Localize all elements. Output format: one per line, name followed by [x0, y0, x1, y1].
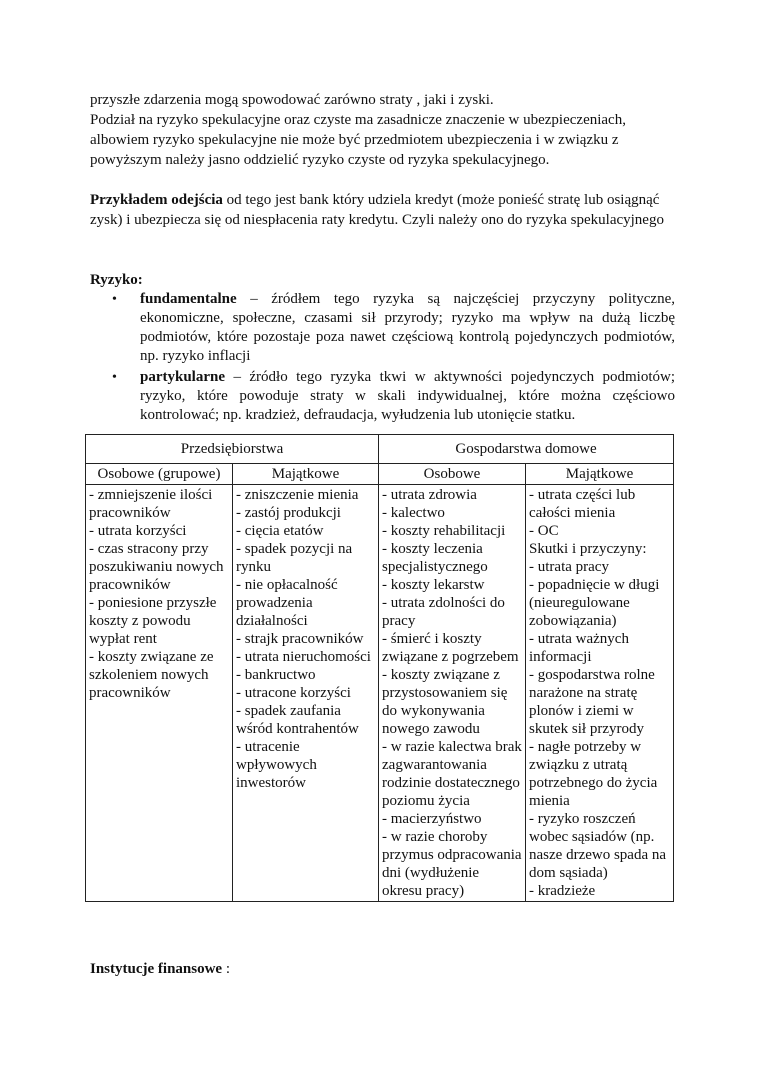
cell-line: - gospodarstwa rolne narażone na stratę plonów i ziemi w skutek sił przyrody: [529, 667, 655, 737]
cell-line: - w razie kalectwa brak zagwarantowania rodzinie dostatecznego poziomu życia: [382, 739, 522, 809]
cell-line: - utrata pracy: [529, 559, 609, 575]
cell-line: - utrata zdrowia: [382, 487, 477, 503]
cell-line: - OC: [529, 523, 559, 539]
bullet-item-fundamentalne: [90, 290, 675, 366]
column-header: Osobowe: [379, 464, 526, 485]
cell-line: - koszty leczenia specjalistycznego: [382, 541, 488, 575]
bullet-term: fundamentalne: [140, 291, 237, 307]
bullet-term: partykularne: [140, 369, 226, 385]
bullet-dot-icon: •: [112, 292, 117, 307]
intro-line-2: Podział na ryzyko spekulacyjne oraz czyste ma zasadnicze znaczenie w ubezpieczeniach, albowiem ryzyko spekulacyjne nie może być przedmiotem ubezpieczenia i w związku z powyższym należy jasno oddzielić ryzyko czyste od ryzyka spekulacyjnego.: [90, 112, 626, 168]
cell-line: - utrata części lub całości mienia: [529, 487, 636, 521]
cell-line: - utracenie wpływowych inwestorów: [236, 739, 317, 791]
column-header: Majątkowe: [233, 464, 379, 485]
column-header: Osobowe (grupowe): [86, 464, 233, 485]
column-header: Majątkowe: [526, 464, 674, 485]
bullet-item-partykularne: [90, 368, 675, 425]
cell-line: - kalectwo: [382, 505, 445, 521]
cell-line: - nagłe potrzeby w związku z utratą potrzebnego do życia mienia: [529, 739, 658, 809]
cell-line: - spadek pozycji na rynku: [236, 541, 353, 575]
cell-line: - popadnięcie w długi (nieuregulowane zobowiązania): [529, 577, 660, 629]
cell-line: - strajk pracowników: [236, 631, 364, 647]
table-row: [86, 485, 674, 902]
example-text: od tego jest bank który udziela kredyt (może ponieść stratę lub osiągnąć zysk) i ubezpiecza się od niespłacenia raty kredytu. Czyli należy ono do ryzyka spekulacyjnego: [90, 192, 664, 228]
cell-line: - czas stracony przy poszukiwaniu nowych pracowników: [89, 541, 224, 593]
table-cell: [86, 485, 233, 902]
cell-line: - macierzyństwo: [382, 811, 482, 827]
cell-line: - zastój produkcji: [236, 505, 341, 521]
example-paragraph: [90, 190, 675, 230]
group-header-gospodarstwa: Gospodarstwa domowe: [379, 435, 674, 464]
risk-heading: Ryzyko:: [90, 272, 143, 288]
bullet-dot-icon: •: [112, 370, 117, 385]
cell-line: - nie opłacalność prowadzenia działalności: [236, 577, 338, 629]
cell-line: - koszty rehabilitacji: [382, 523, 506, 539]
cell-line: - cięcia etatów: [236, 523, 324, 539]
cell-line: - spadek zaufania wśród kontrahentów: [236, 703, 359, 737]
cell-line: - utrata korzyści: [89, 523, 187, 539]
cell-line: - koszty związane ze szkoleniem nowych pracowników: [89, 649, 214, 701]
footer-heading: [90, 961, 230, 978]
cell-line: - śmierć i koszty związane z pogrzebem: [382, 631, 519, 665]
risk-table: [85, 434, 674, 902]
cell-line: - utrata zdolności do pracy: [382, 595, 505, 629]
cell-line: - utrata nieruchomości: [236, 649, 371, 665]
cell-line: - ryzyko roszczeń wobec sąsiadów (np. nasze drzewo spada na dom sąsiada): [529, 811, 667, 881]
table-cell: [526, 485, 674, 902]
example-bold-lead: Przykładem odejścia: [90, 192, 223, 208]
cell-line: - zniszczenie mienia: [236, 487, 359, 503]
intro-line-1: przyszłe zdarzenia mogą spowodować zarówno straty , jaki i zyski.: [90, 92, 494, 108]
table-cell: [233, 485, 379, 902]
cell-line: Skutki i przyczyny:: [529, 541, 647, 557]
cell-line: - bankructwo: [236, 667, 316, 683]
bullet-text: – źródło tego ryzyka tkwi w aktywności pojedynczych podmiotów; ryzyko, które powoduje straty w skali indywidualnej, które można częściowo kontrolować; np. kradzież, defraudacja, wyłudzenia lub utonięcie statku.: [140, 369, 675, 423]
bullet-text: – źródłem tego ryzyka są najczęściej przyczyny polityczne, ekonomiczne, społeczne, czasami sił przyrody; ryzyko ma wpływ na dużą liczbę podmiotów, które pozostaje poza nawet częściową kontrolą pojedynczych podmiotów, np. ryzyko inflacji: [140, 291, 675, 364]
cell-line: - poniesione przyszłe koszty z powodu wypłat rent: [89, 595, 217, 647]
table-cell: [379, 485, 526, 902]
cell-line: - w razie choroby przymus odpracowania dni (wydłużenie okresu pracy): [382, 829, 522, 899]
group-header-przedsiebiorstwa: Przedsiębiorstwa: [86, 435, 379, 464]
cell-line: - zmniejszenie ilości pracowników: [89, 487, 213, 521]
risk-bullet-list: [90, 290, 675, 425]
cell-line: - koszty związane z przystosowaniem się do wykonywania nowego zawodu: [382, 667, 508, 737]
cell-line: - utrata ważnych informacji: [529, 631, 629, 665]
cell-line: - koszty lekarstw: [382, 577, 485, 593]
intro-paragraph: [90, 90, 675, 170]
cell-line: - utracone korzyści: [236, 685, 351, 701]
cell-line: - kradzieże: [529, 883, 596, 899]
footer-bold: Instytucje finansowe: [90, 961, 223, 977]
footer-rest: :: [222, 961, 231, 977]
